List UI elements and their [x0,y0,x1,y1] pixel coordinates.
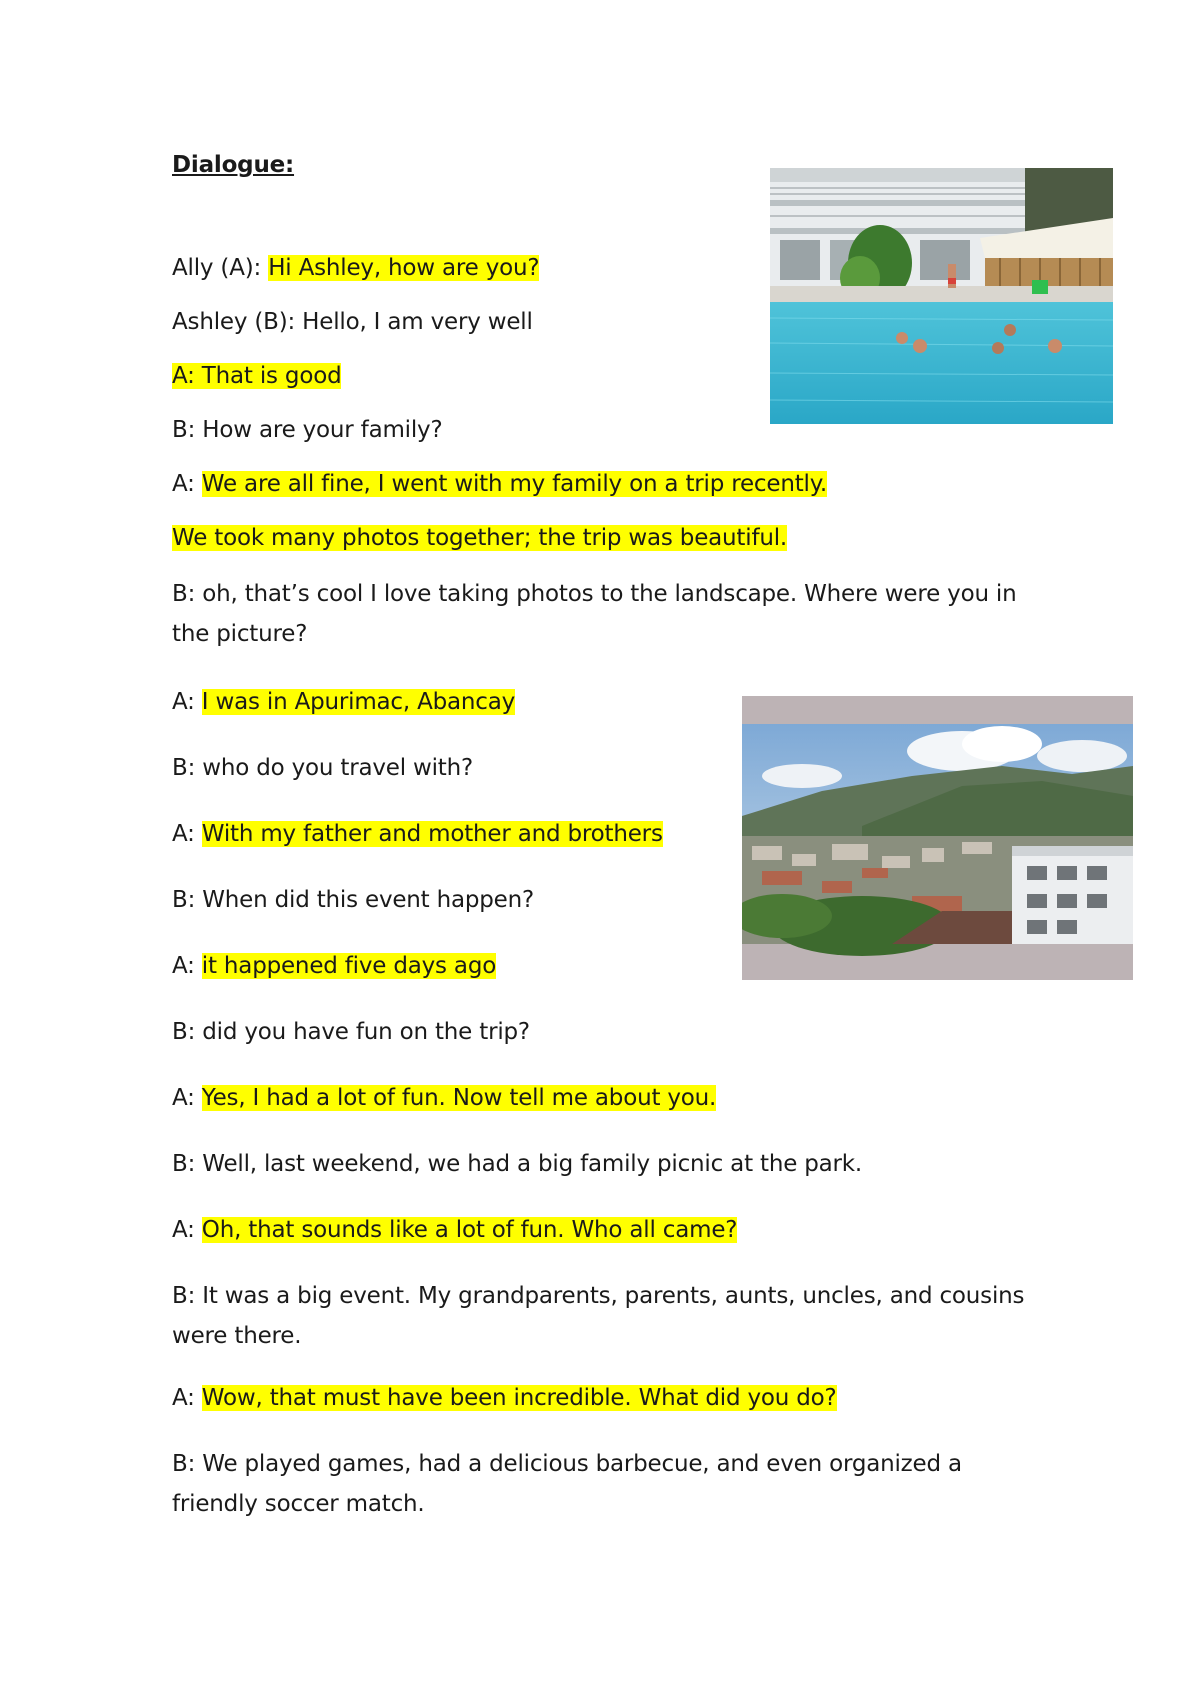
speaker-label: A: [172,1217,202,1243]
line-text: When did this event happen? [202,887,535,913]
speaker-label: A: [172,953,202,979]
dialogue-line [172,464,827,504]
dialogue-line [172,574,1032,654]
highlighted-text: Yes, I had a lot of fun. Now tell me about you. [201,1085,717,1111]
dialogue-line [172,946,496,986]
highlighted-text: Hi Ashley, how are you? [268,255,540,281]
speaker-label: B: [172,755,203,781]
dialogue-line [172,682,515,722]
speaker-label: B: [172,887,203,913]
speaker-label: Ally (A): [172,255,269,281]
highlighted-text: We took many photos together; the trip was beautiful. [172,525,788,551]
highlighted-text: A: That is good [172,363,342,389]
speaker-label: B: [172,1283,203,1309]
highlighted-text: We are all fine, I went with my family on a trip recently. [201,471,827,497]
dialogue-line [172,1078,716,1118]
dialogue-line [172,302,533,342]
dialogue-line [172,1144,862,1184]
speaker-label: B: [172,1151,203,1177]
dialogue-line [172,1444,1032,1524]
line-text: It was a big event. My grandparents, parents, aunts, uncles, and cousins were there. [172,1283,1025,1349]
dialogue-line [172,814,663,854]
dialogue-line [172,248,539,288]
speaker-label: A: [172,689,202,715]
dialogue-line [172,1210,737,1250]
dialogue-line [172,1378,837,1418]
speaker-label: A: [172,1085,202,1111]
speaker-label: B: [172,417,203,443]
highlighted-text: I was in Apurimac, Abancay [201,689,516,715]
speaker-label: B: [172,1019,203,1045]
line-text: Well, last weekend, we had a big family picnic at the park. [202,1151,863,1177]
speaker-label: A: [172,1385,202,1411]
line-text: did you have fun on the trip? [202,1019,530,1045]
landscape-photo [742,696,1133,980]
line-text: Hello, I am very well [302,309,533,335]
highlighted-text: Wow, that must have been incredible. What did you do? [201,1385,837,1411]
speaker-label: B: [172,1451,203,1477]
speaker-label: B: [172,581,203,607]
dialogue-line [172,1012,530,1052]
speaker-label: A: [172,471,202,497]
line-text: oh, that’s cool I love taking photos to the landscape. Where were you in the picture? [172,581,1017,647]
line-text: who do you travel with? [202,755,474,781]
highlighted-text: it happened five days ago [201,953,497,979]
pool-photo [770,168,1113,424]
speaker-label: A: [172,821,202,847]
highlighted-text: With my father and mother and brothers [201,821,663,847]
speaker-label: Ashley (B): [172,309,303,335]
dialogue-line [172,518,787,558]
line-text: We played games, had a delicious barbecue, and even organized a friendly soccer match. [172,1451,962,1517]
dialogue-line [172,1276,1032,1356]
dialogue-title: Dialogue: [172,152,295,178]
dialogue-line [172,410,442,450]
dialogue-line [172,748,473,788]
highlighted-text: Oh, that sounds like a lot of fun. Who all came? [201,1217,738,1243]
line-text: How are your family? [202,417,443,443]
dialogue-line [172,356,341,396]
dialogue-line [172,880,534,920]
